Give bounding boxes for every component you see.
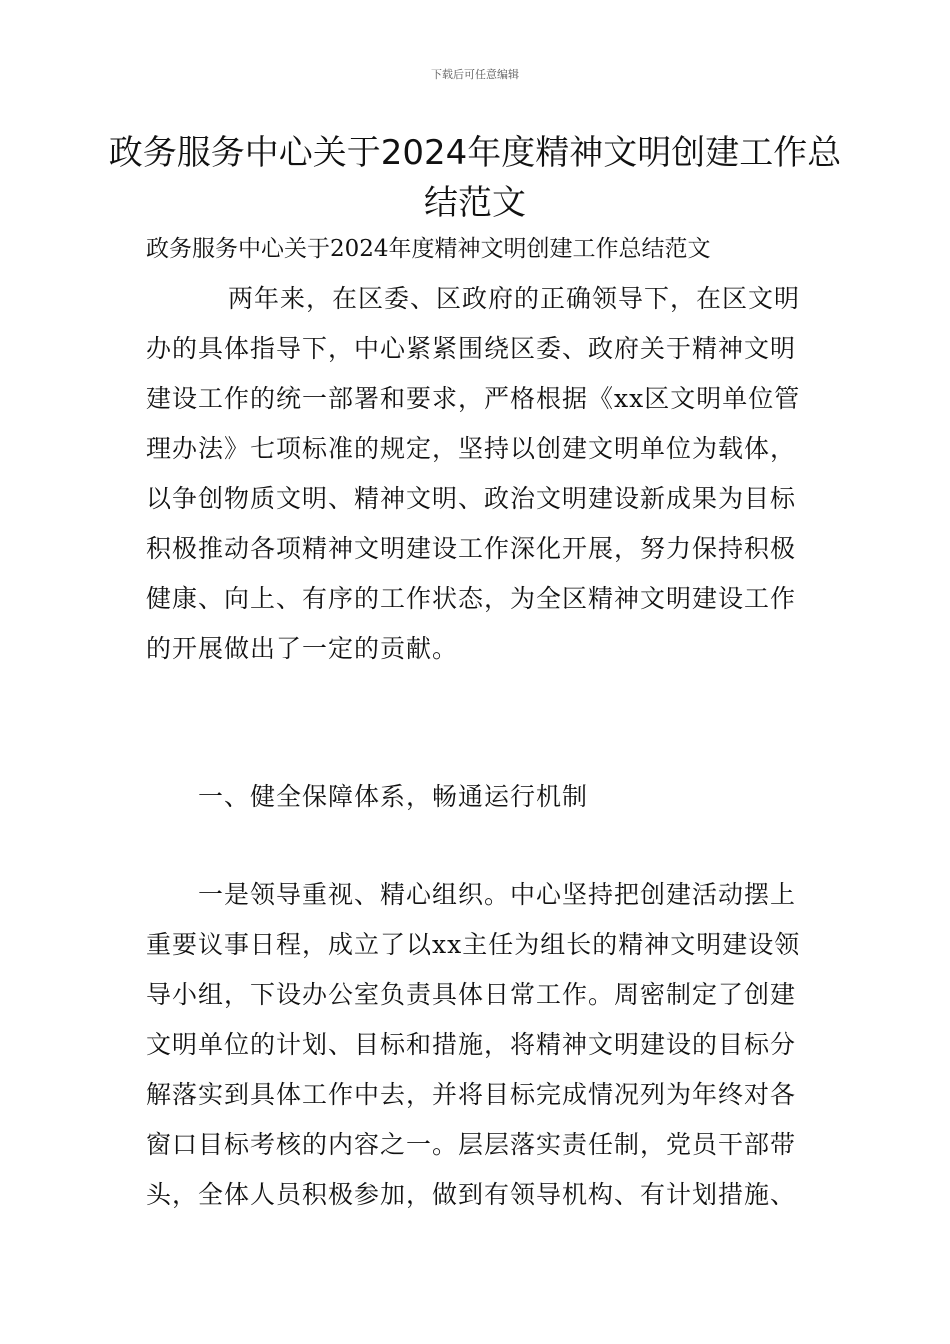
subtitle-line: 政务服务中心关于2024年度精神文明创建工作总结范文 <box>146 236 711 262</box>
intro-paragraph: 两年来，在区委、区政府的正确领导下，在区文明办的具体指导下，中心紧紧围绕区委、政府关于精神文明建设工作的统一部署和要求，严格根据《xx区文明单位管理办法》七项标准的规定，坚持以创建文明单位为载体，以争创物质文明、精神文明、政治文明建设新成果为目标积极推动各项精神文明建设工作深化开展，努力保持积极健康、向上、有序的工作状态，为全区精神文明建设工作的开展做出了一定的贡献。 <box>146 284 801 663</box>
section-paragraph: 一是领导重视、精心组织。中心坚持把创建活动摆上重要议事日程，成立了以xx主任为组长的精神文明建设领导小组，下设办公室负责具体日常工作。周密制定了创建文明单位的计划、目标和措施，将精神文明建设的目标分解落实到具体工作中去，并将目标完成情况列为年终对各窗口目标考核的内容之一。层层落实责任制，党员干部带头，全体人员积极参加，做到有领导机构、有计划措施、 <box>146 880 801 1209</box>
document-title: 政务服务中心关于2024年度精神文明创建工作总结范文 <box>108 133 842 223</box>
header-note: 下载后可任意编辑 <box>431 68 519 81</box>
section-heading: 一、健全保障体系，畅通运行机制 <box>198 782 589 811</box>
